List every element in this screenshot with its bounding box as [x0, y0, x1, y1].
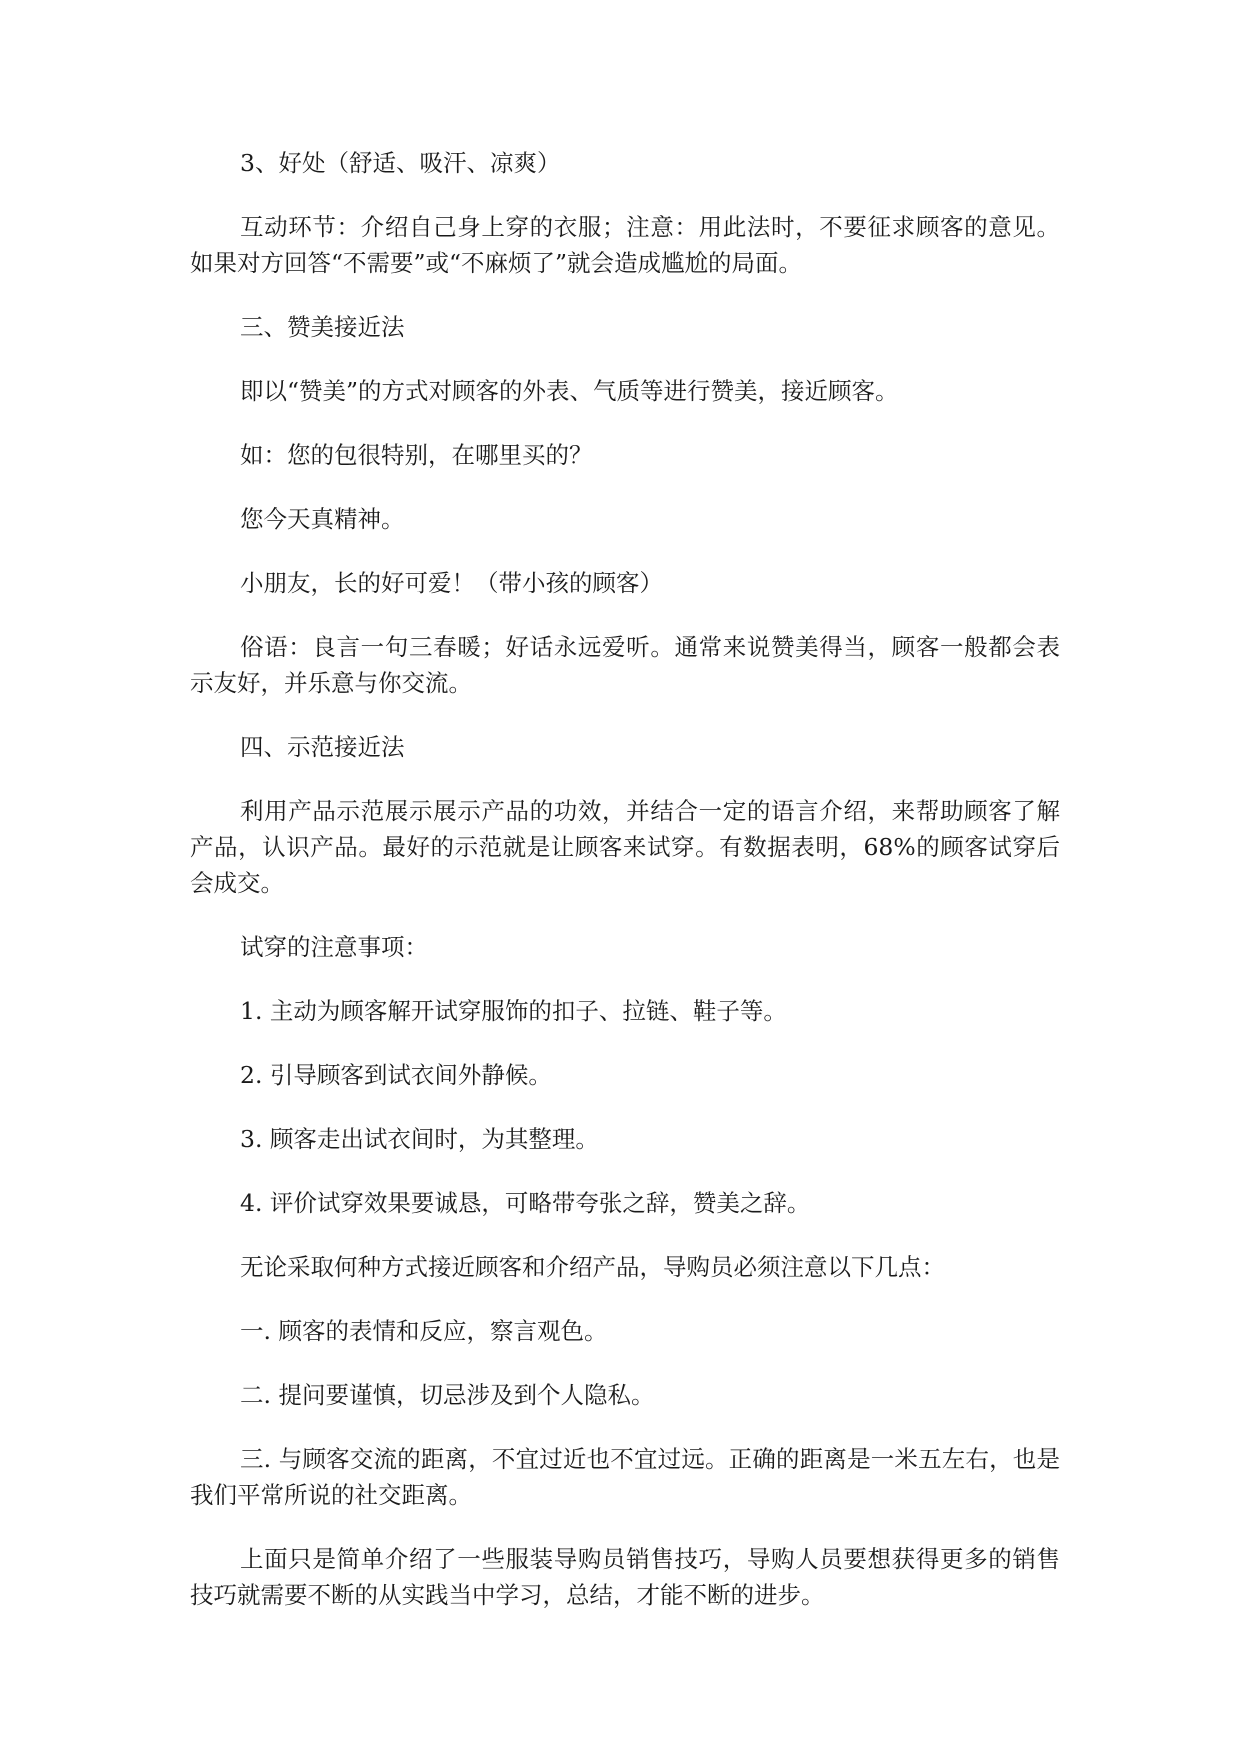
paragraph-example-child: 小朋友，长的好可爱！（带小孩的顾客） [240, 569, 663, 597]
paragraph-proverb: 俗语：良言一句三春暖；好话永远爱听。通常来说赞美得当，顾客一般都会表示友好，并乐意与你交流。 [190, 633, 1060, 697]
list-item-tryon-4: 4. 评价试穿效果要诚恳，可略带夸张之辞，赞美之辞。 [240, 1189, 811, 1217]
paragraph-demo-definition: 利用产品示范展示展示产品的功效，并结合一定的语言介绍，来帮助顾客了解产品，认识产品。最好的示范就是让顾客来试穿。有数据表明，68%的顾客试穿后会成交。 [190, 797, 1060, 897]
paragraph-example-bag: 如：您的包很特别，在哪里买的？ [240, 441, 593, 469]
paragraph-praise-definition: 即以“赞美”的方式对顾客的外表、气质等进行赞美，接近顾客。 [240, 377, 899, 405]
paragraph-interaction: 互动环节：介绍自己身上穿的衣服；注意：用此法时，不要征求顾客的意见。如果对方回答“不需要”或“不麻烦了”就会造成尴尬的局面。 [190, 213, 1060, 277]
list-item-point-2: 二. 提问要谨慎，切忌涉及到个人隐私。 [240, 1381, 655, 1409]
paragraph-example-spirit: 您今天真精神。 [240, 505, 405, 533]
list-item-point-3: 三. 与顾客交流的距离，不宜过近也不宜过远。正确的距离是一米五左右，也是我们平常所说的社交距离。 [190, 1445, 1060, 1509]
list-item-tryon-2: 2. 引导顾客到试衣间外静候。 [240, 1061, 552, 1089]
paragraph-tryon-notes-title: 试穿的注意事项： [240, 933, 428, 961]
heading-praise-approach: 三、赞美接近法 [240, 313, 405, 341]
heading-demo-approach: 四、示范接近法 [240, 733, 405, 761]
document-body [190, 145, 1060, 1641]
list-item-point-1: 一. 顾客的表情和反应，察言观色。 [240, 1317, 608, 1345]
paragraph-conclusion: 上面只是简单介绍了一些服装导购员销售技巧，导购人员要想获得更多的销售技巧就需要不断的从实践当中学习，总结，才能不断的进步。 [190, 1545, 1060, 1609]
list-item-tryon-1: 1. 主动为顾客解开试穿服饰的扣子、拉链、鞋子等。 [240, 997, 787, 1025]
paragraph-benefits: 3、好处（舒适、吸汗、凉爽） [240, 149, 561, 177]
paragraph-key-points-intro: 无论采取何种方式接近顾客和介绍产品，导购员必须注意以下几点： [240, 1253, 945, 1281]
list-item-tryon-3: 3. 顾客走出试衣间时，为其整理。 [240, 1125, 599, 1153]
